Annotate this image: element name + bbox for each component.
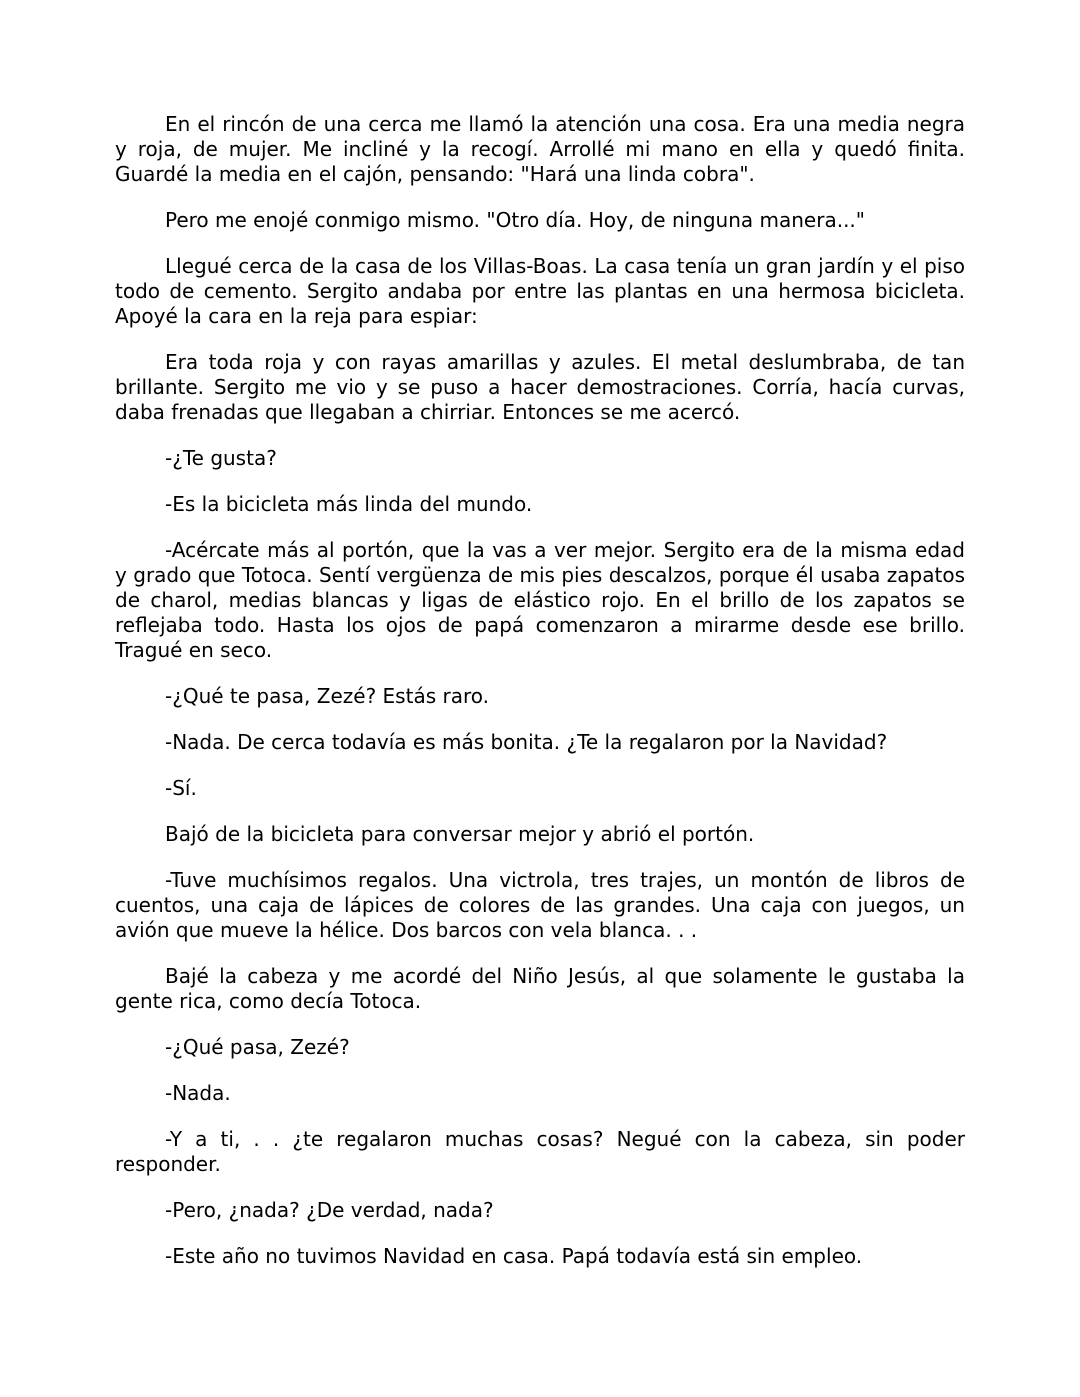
paragraph: Era toda roja y con rayas amarillas y azules. El metal deslumbraba, de tan brillante. Sergito me vio y se puso a hacer demostraciones. Corría, hacía curvas, daba frenadas que llegaban a chirriar. Entonces se me acercó. bbox=[115, 350, 965, 424]
paragraph: -Y a ti, . . ¿te regalaron muchas cosas? Negué con la cabeza, sin poder responder. bbox=[115, 1127, 965, 1176]
paragraph: -Sí. bbox=[165, 776, 197, 800]
paragraph: -¿Qué te pasa, Zezé? Estás raro. bbox=[165, 684, 489, 708]
paragraph: -Pero, ¿nada? ¿De verdad, nada? bbox=[165, 1198, 494, 1222]
paragraph: -Nada. De cerca todavía es más bonita. ¿Te la regalaron por la Navidad? bbox=[165, 730, 888, 754]
paragraph: -Tuve muchísimos regalos. Una victrola, tres trajes, un montón de libros de cuentos, una caja de lápices de colores de las grandes. Una caja con juegos, un avión que mueve la hélice. Dos barcos con vela blanca. . . bbox=[115, 868, 965, 942]
paragraph: Bajó de la bicicleta para conversar mejor y abrió el portón. bbox=[165, 822, 755, 846]
paragraph: Pero me enojé conmigo mismo. "Otro día. Hoy, de ninguna manera..." bbox=[165, 208, 865, 232]
paragraph: Bajé la cabeza y me acordé del Niño Jesús, al que solamente le gustaba la gente rica, como decía Totoca. bbox=[115, 964, 965, 1013]
paragraph: -Acércate más al portón, que la vas a ver mejor. Sergito era de la misma edad y grado que Totoca. Sentí vergüenza de mis pies descalzos, porque él usaba zapatos de charol, medias blancas y ligas de elástico rojo. En el brillo de los zapatos se reflejaba todo. Hasta los ojos de papá comenzaron a mirarme desde ese brillo. Tragué en seco. bbox=[115, 538, 965, 662]
paragraph: -¿Te gusta? bbox=[165, 446, 277, 470]
paragraph: -Este año no tuvimos Navidad en casa. Papá todavía está sin empleo. bbox=[165, 1244, 863, 1268]
paragraph: -Es la bicicleta más linda del mundo. bbox=[165, 492, 533, 516]
document-page bbox=[115, 112, 965, 1290]
paragraph: -Nada. bbox=[165, 1081, 231, 1105]
paragraph: En el rincón de una cerca me llamó la atención una cosa. Era una media negra y roja, de mujer. Me incliné y la recogí. Arrollé mi mano en ella y quedó finita. Guardé la media en el cajón, pensando: "Hará una linda cobra". bbox=[115, 112, 965, 186]
paragraph: -¿Qué pasa, Zezé? bbox=[165, 1035, 350, 1059]
paragraph: Llegué cerca de la casa de los Villas-Boas. La casa tenía un gran jardín y el piso todo de cemento. Sergito andaba por entre las plantas en una hermosa bicicleta. Apoyé la cara en la reja para espiar: bbox=[115, 254, 965, 328]
